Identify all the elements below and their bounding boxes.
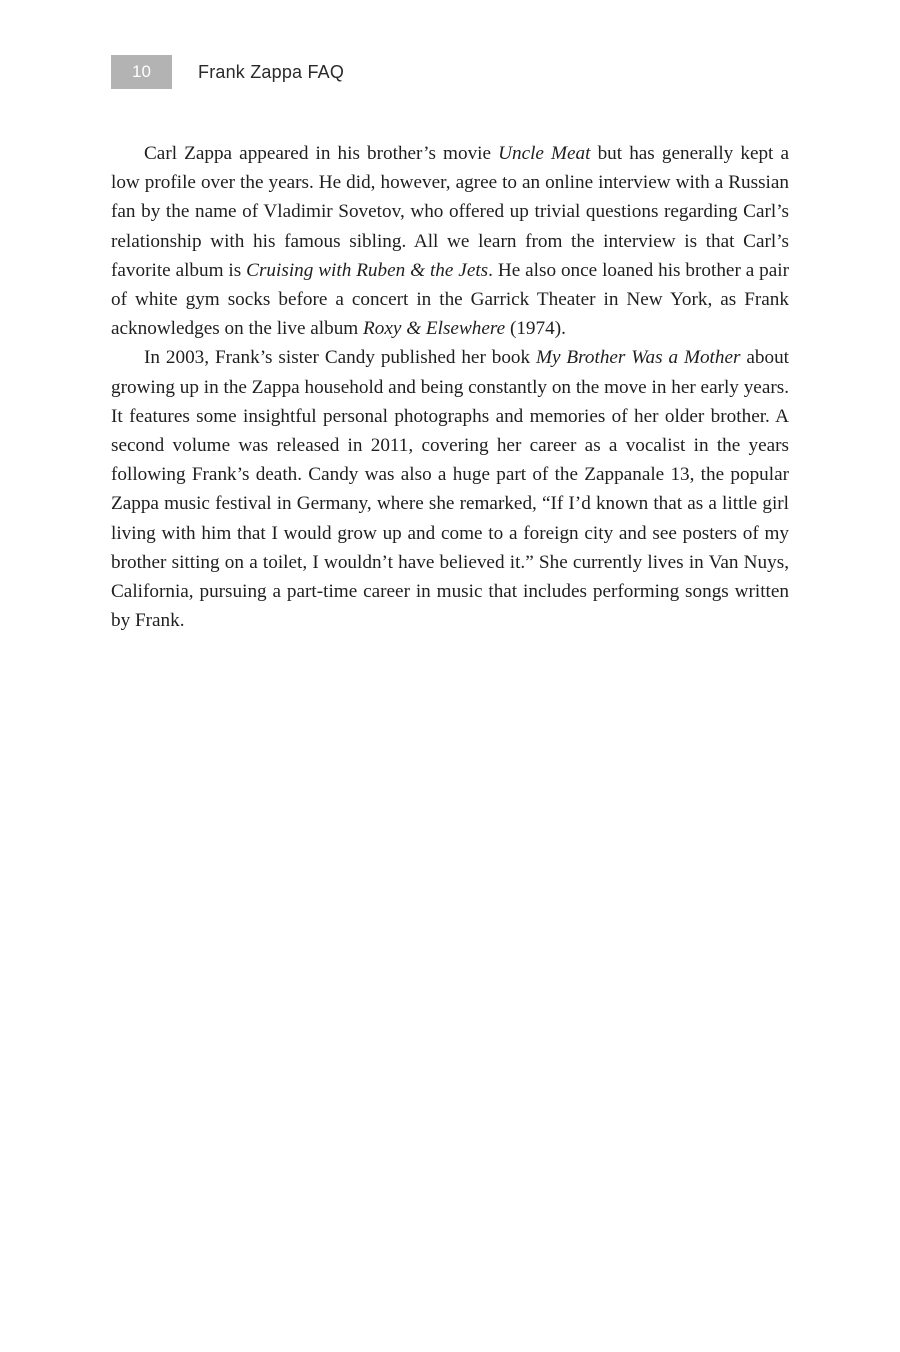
text-run: but has generally kept a low profile over the years. He did, however, agree to an online interview with a Russian fan by the name of Vladimir Sovetov, who offered up trivial questions regarding Carl’s relationship with his famous sibling. All we learn from the interview is that Carl’s favorite album is (111, 143, 790, 281)
text-run: about growing up in the Zappa household and being constantly on the move in her early years. It features some insightful personal photographs and memories of her older brother. A second volume was released in 2011, covering her career as a vocalist in the years following Frank’s death. Candy was also a huge part of the Zappanale 13, the popular Zappa music festival in Germany, where she remarked, “If I’d known that as a little girl living with him that I would grow up and come to a foreign city and see posters of my brother sitting on a toilet, I wouldn’t have believed it.” She currently lives in Van Nuys, California, pursuing a part-time career in music that includes performing songs written by Frank. (111, 347, 789, 632)
italic-title-cruising-with-ruben: Cruising with Ruben & the Jets (246, 259, 489, 281)
italic-title-uncle-meat: Uncle Meat (498, 143, 591, 164)
text-run: . He also once loaned his brother a pair of white gym socks before a concert in the Garrick Theater in New York, as Frank acknowledges on the live album (111, 259, 789, 340)
italic-title-roxy-elsewhere: Roxy & Elsewhere (363, 318, 506, 340)
book-title: Frank Zappa FAQ (198, 61, 345, 82)
page-number: 10 (111, 55, 172, 89)
paragraph-candy-zappa (111, 343, 789, 635)
paragraph-carl-zappa (111, 139, 789, 343)
text-run: In 2003, Frank’s sister Candy published her book (144, 347, 537, 369)
running-head (111, 55, 344, 89)
text-run: Carl Zappa appeared in his brother’s movie (144, 143, 499, 164)
text-run: (1974). (505, 318, 566, 340)
italic-title-my-brother-was-a-mother: My Brother Was a Mother (536, 347, 741, 369)
body-text (111, 139, 789, 635)
